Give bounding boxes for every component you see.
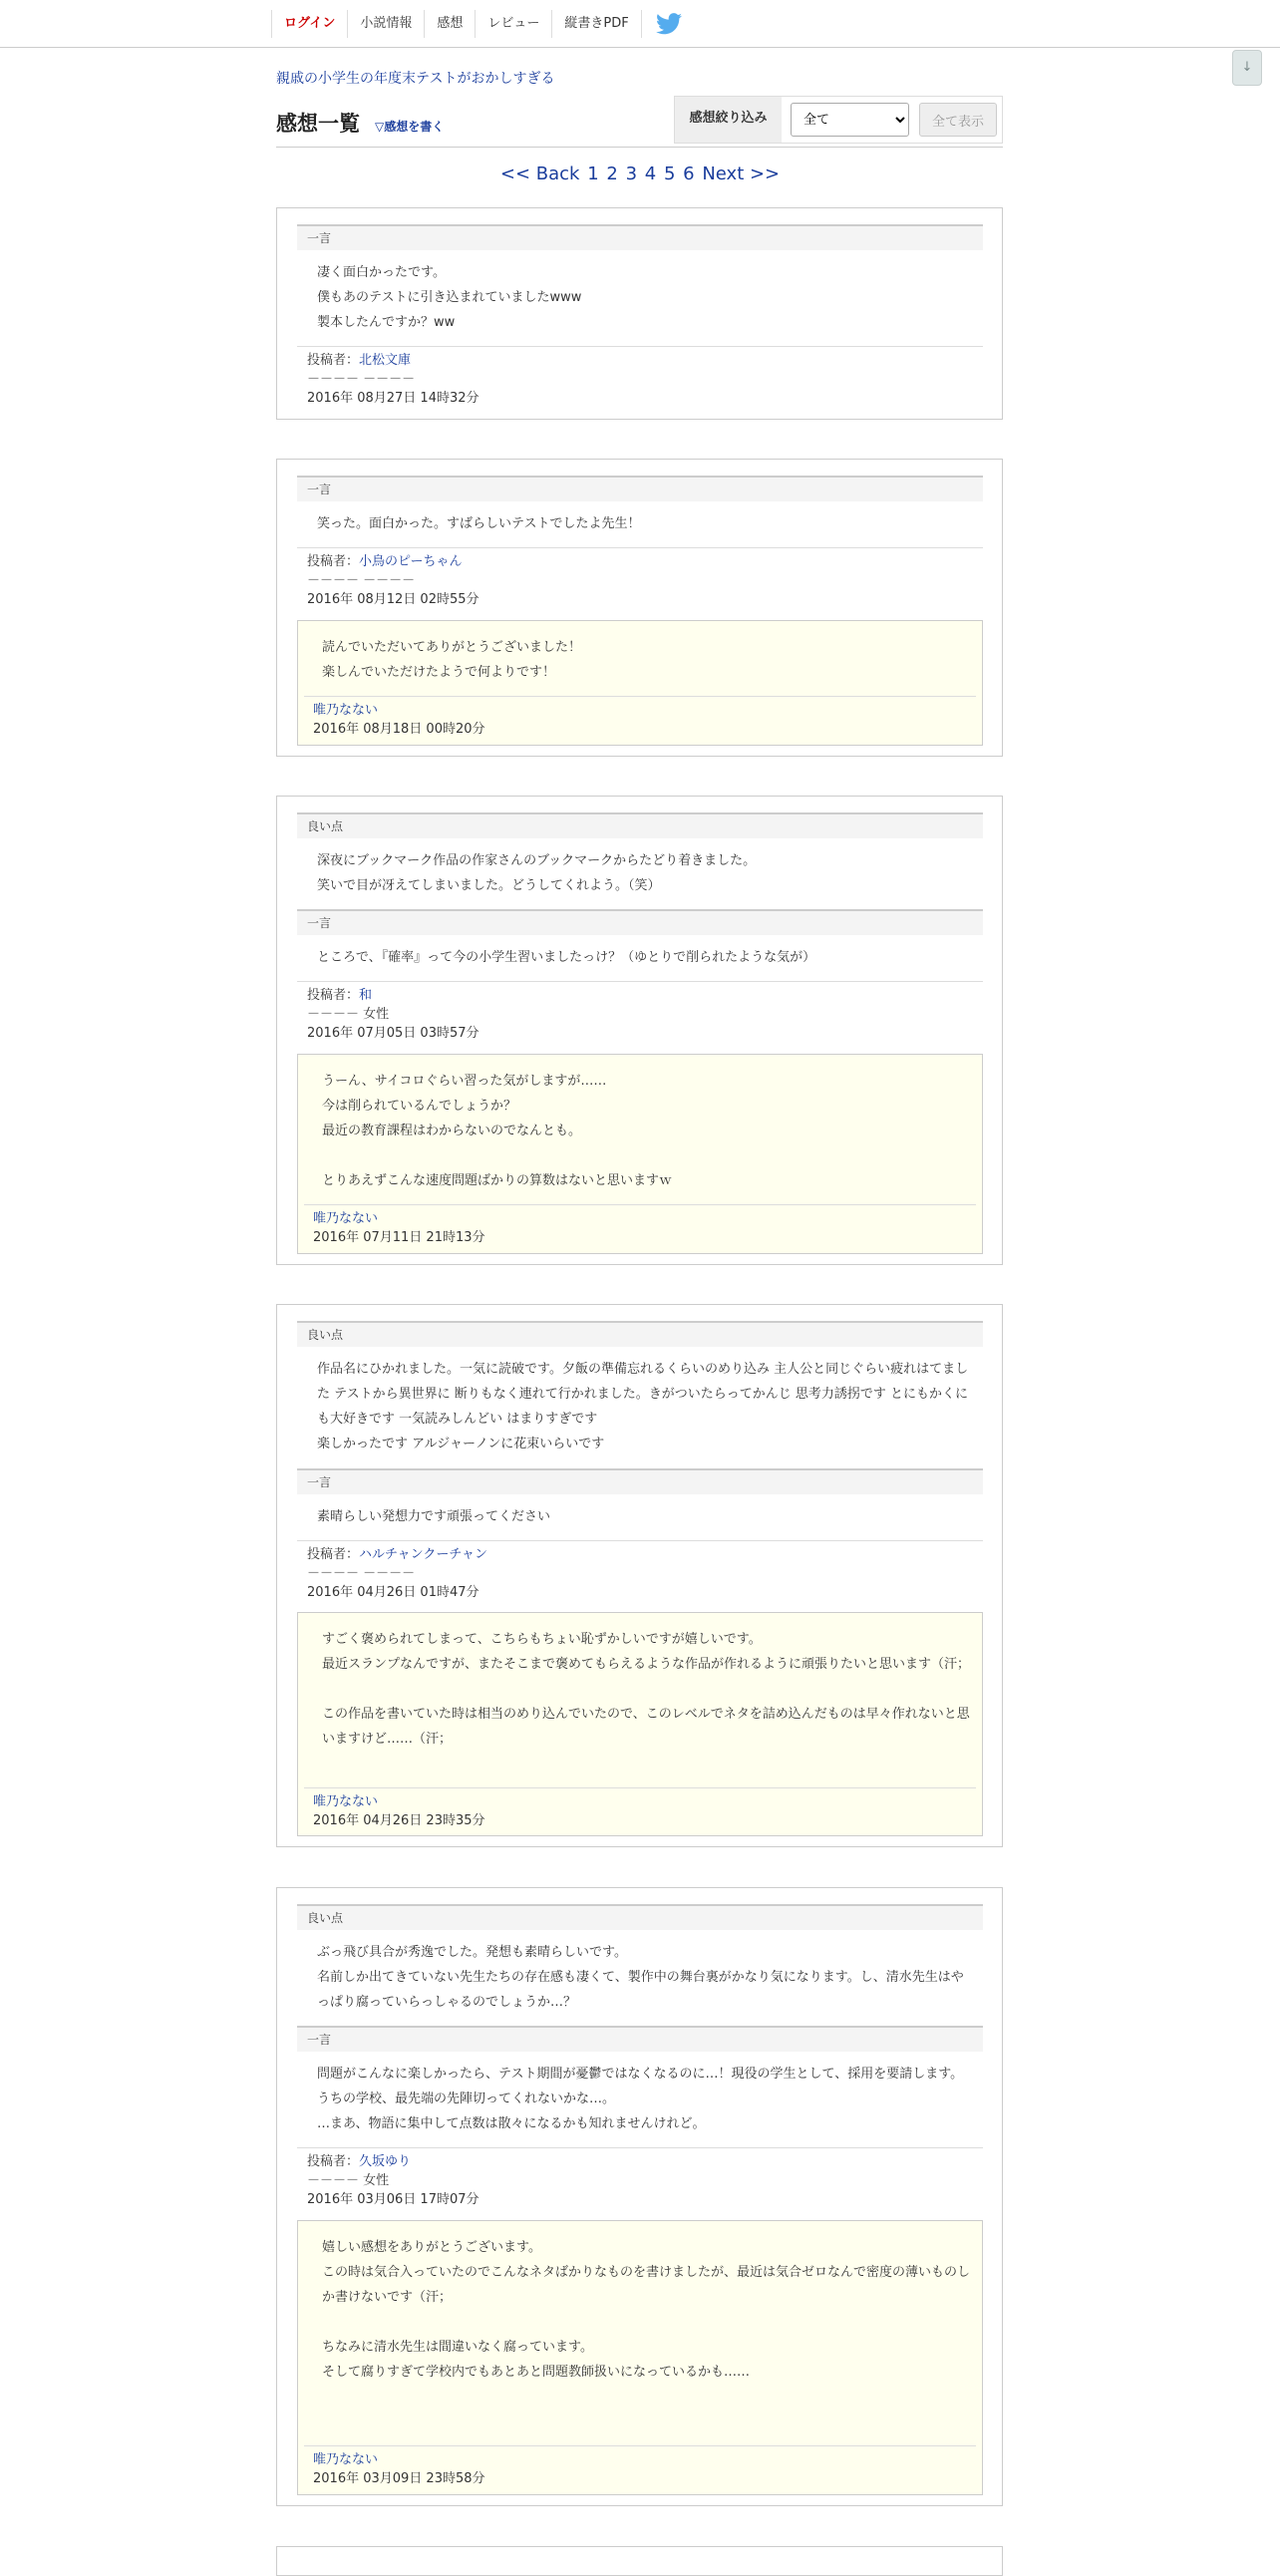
pagination	[0, 163, 1280, 184]
filter-select[interactable]	[791, 103, 909, 137]
poster-link[interactable]: 久坂ゆり	[359, 2154, 412, 2169]
section-heading-hitokoto: 一言	[297, 476, 983, 501]
review-meta	[307, 986, 480, 1043]
review-card	[276, 1887, 1003, 2506]
poster-prefix: 投稿者：	[307, 554, 360, 569]
reply-date: 2016年 03月09日 23時58分	[313, 2471, 485, 2486]
poster-prefix: 投稿者：	[307, 988, 360, 1003]
review-date: 2016年 04月26日 01時47分	[307, 1585, 480, 1600]
review-hitokoto-text: 問題がこんなに楽しかったら、テスト期間が憂鬱ではなくなるのに…！現役の学生として、採用を要請します。うちの学校、最先端の先陣切ってくれないかな…。 …まあ、物語に集中して点数は散々になるかも知れませんけれど。	[317, 2067, 964, 2131]
nav-login[interactable]: ログイン	[272, 10, 348, 38]
section-heading-good-point: 良い点	[297, 812, 983, 838]
novel-title-link[interactable]: 親戚の小学生の年度末テストがおかしすぎる	[276, 71, 555, 87]
poster-profile: －－－－ －－－－	[307, 1566, 416, 1581]
reply-text: 読んでいただいてありがとうございました！ 楽しんでいただけたようで何よりです！	[322, 640, 582, 680]
page-header	[276, 100, 1003, 148]
nav-reviews[interactable]: レビュー	[476, 10, 552, 38]
review-date: 2016年 03月06日 17時07分	[307, 2192, 480, 2207]
poster-profile: －－－－ 女性	[307, 1007, 390, 1022]
divider	[297, 547, 983, 548]
reply-date: 2016年 07月11日 21時13分	[313, 1230, 485, 1245]
reply-date: 2016年 08月18日 00時20分	[313, 722, 485, 737]
reply-text: 嬉しい感想をありがとうございます。 この時は気合入っていたのでこんなネタばかりなものを書けましたが、最近は気合ゼロなんで密度の薄いものしか書けないです（汗； ちなみに清水先生は間違いなく腐っています。 そして腐りすぎて学校内でもあとあと問題教師扱いになっているかも……	[322, 2240, 971, 2380]
show-all-button[interactable]: 全て表示	[919, 103, 997, 137]
reply-meta	[313, 1209, 485, 1247]
reply-author[interactable]: 唯乃なない	[313, 1794, 379, 1809]
reply-meta	[313, 1792, 485, 1830]
divider	[297, 346, 983, 347]
review-meta	[307, 351, 480, 408]
review-hitokoto-text: 素晴らしい発想力です頑張ってください	[317, 1509, 551, 1524]
review-date: 2016年 08月27日 14時32分	[307, 391, 480, 406]
section-heading-good-point: 良い点	[297, 1321, 983, 1347]
review-good-point-text: 作品名にひかれました。一気に読破です。夕飯の準備忘れるくらいのめり込み 主人公と同じぐらい疲れはてました テストから異世界に 断りもなく連れて行かれました。きがついたらってかんじ 思考力誘拐です とにもかくにも大好きです 一気読みしんどい はまりすぎです 楽しかったです アルジャーノンに花束いらいです	[317, 1362, 969, 1451]
scroll-down-button[interactable]	[1232, 50, 1262, 86]
reply-date: 2016年 04月26日 23時35分	[313, 1813, 485, 1828]
page-title: 感想一覧	[276, 112, 360, 136]
review-meta	[307, 1545, 487, 1602]
pager-page-1[interactable]: 1	[587, 163, 599, 184]
review-date: 2016年 07月05日 03時57分	[307, 1026, 480, 1041]
main-nav	[271, 10, 682, 38]
filter-label: 感想絞り込み	[675, 97, 782, 143]
reply-text: うーん、サイコロぐらい習った気がしますが…… 今は削られているんでしょうか？ 最近の教育課程はわからないのでなんとも。 とりあえずこんな速度問題ばかりの算数はないと思いますｗ	[322, 1074, 673, 1188]
review-hitokoto-text: 凄く面白かったです。 僕もあのテストに引き込まれていましたwww 製本したんですか？ww	[317, 265, 582, 330]
poster-prefix: 投稿者：	[307, 2154, 360, 2169]
review-card	[276, 207, 1003, 420]
nav-impressions[interactable]: 感想	[425, 10, 476, 38]
write-impression-link[interactable]: ▽感想を書く	[375, 120, 445, 134]
divider	[304, 1787, 976, 1788]
nav-vertical-pdf[interactable]: 縦書きPDF	[552, 10, 641, 38]
reply-author[interactable]: 唯乃なない	[313, 703, 379, 718]
author-reply	[297, 2220, 983, 2495]
review-card	[276, 459, 1003, 757]
reply-meta	[313, 2450, 485, 2488]
pager-page-4[interactable]: 4	[644, 163, 657, 184]
author-reply	[297, 1612, 983, 1836]
section-heading-good-point: 良い点	[297, 1904, 983, 1930]
section-heading-hitokoto: 一言	[297, 224, 983, 250]
author-reply	[297, 620, 983, 746]
reply-author[interactable]: 唯乃なない	[313, 1211, 379, 1226]
divider	[304, 696, 976, 697]
review-good-point-text: 深夜にブックマーク作品の作家さんのブックマークからたどり着きました。 笑いで目が冴えてしまいました。どうしてくれよう。（笑）	[317, 853, 757, 893]
poster-link[interactable]: 和	[359, 988, 373, 1003]
nav-novel-info[interactable]: 小説情報	[348, 10, 425, 38]
divider	[304, 2445, 976, 2446]
review-card	[276, 796, 1003, 1265]
pager-page-2[interactable]: 2	[606, 163, 618, 184]
poster-link[interactable]: 北松文庫	[359, 353, 412, 368]
review-date: 2016年 08月12日 02時55分	[307, 592, 480, 607]
poster-prefix: 投稿者：	[307, 1547, 360, 1562]
reply-meta	[313, 701, 485, 739]
divider	[297, 2147, 983, 2148]
reply-author[interactable]: 唯乃なない	[313, 2452, 379, 2467]
poster-profile: －－－－ －－－－	[307, 573, 416, 588]
poster-profile: －－－－ －－－－	[307, 372, 416, 387]
pager-back[interactable]: << Back	[499, 163, 580, 184]
review-card	[276, 1304, 1003, 1847]
section-heading-hitokoto: 一言	[297, 909, 983, 935]
review-hitokoto-text: 笑った。面白かった。すばらしいテストでしたよ先生！	[317, 516, 641, 531]
section-heading-hitokoto: 一言	[297, 2026, 983, 2052]
review-good-point-text: ぶっ飛び具合が秀逸でした。発想も素晴らしいです。 名前しか出てきていない先生たちの存在感も凄くて、製作中の舞台裏がかなり気になります。し、清水先生はやっぱり腐っていらっしゃるのでしょうか…？	[317, 1945, 964, 2010]
pager-page-6[interactable]: 6	[683, 163, 695, 184]
review-meta	[307, 552, 480, 609]
divider	[297, 981, 983, 982]
review-meta	[307, 2152, 480, 2209]
divider	[297, 1540, 983, 1541]
poster-profile: －－－－ 女性	[307, 2173, 390, 2188]
review-card-partial	[276, 2546, 1003, 2576]
twitter-bird-icon[interactable]	[656, 13, 682, 35]
poster-prefix: 投稿者：	[307, 353, 360, 368]
arrow-down-icon: ↓	[1241, 60, 1253, 75]
top-navigation-bar	[0, 0, 1280, 48]
poster-link[interactable]: 小鳥のピーちゃん	[359, 554, 463, 569]
section-heading-hitokoto: 一言	[297, 1468, 983, 1494]
poster-link[interactable]: ハルチャンクーチャン	[359, 1547, 487, 1562]
review-hitokoto-text: ところで、『確率』って今の小学生習いましたっけ？（ゆとりで削られたような気が）	[317, 950, 816, 965]
pager-page-5[interactable]: 5	[663, 163, 676, 184]
pager-next[interactable]: Next >>	[702, 163, 781, 184]
divider	[304, 1204, 976, 1205]
author-reply	[297, 1054, 983, 1254]
pager-page-3[interactable]: 3	[625, 163, 638, 184]
reply-text: すごく褒められてしまって、こちらもちょい恥ずかしいですが嬉しいです。 最近スランプなんですが、またそこまで褒めてもらえるような作品が作れるように頑張りたいと思います（汗； この作品を書いていた時は相当のめり込んでいたので、このレベルでネタを詰め込んだものは早々作れないと思いますけど……（汗；	[322, 1632, 971, 1747]
impression-filter	[674, 96, 1003, 144]
